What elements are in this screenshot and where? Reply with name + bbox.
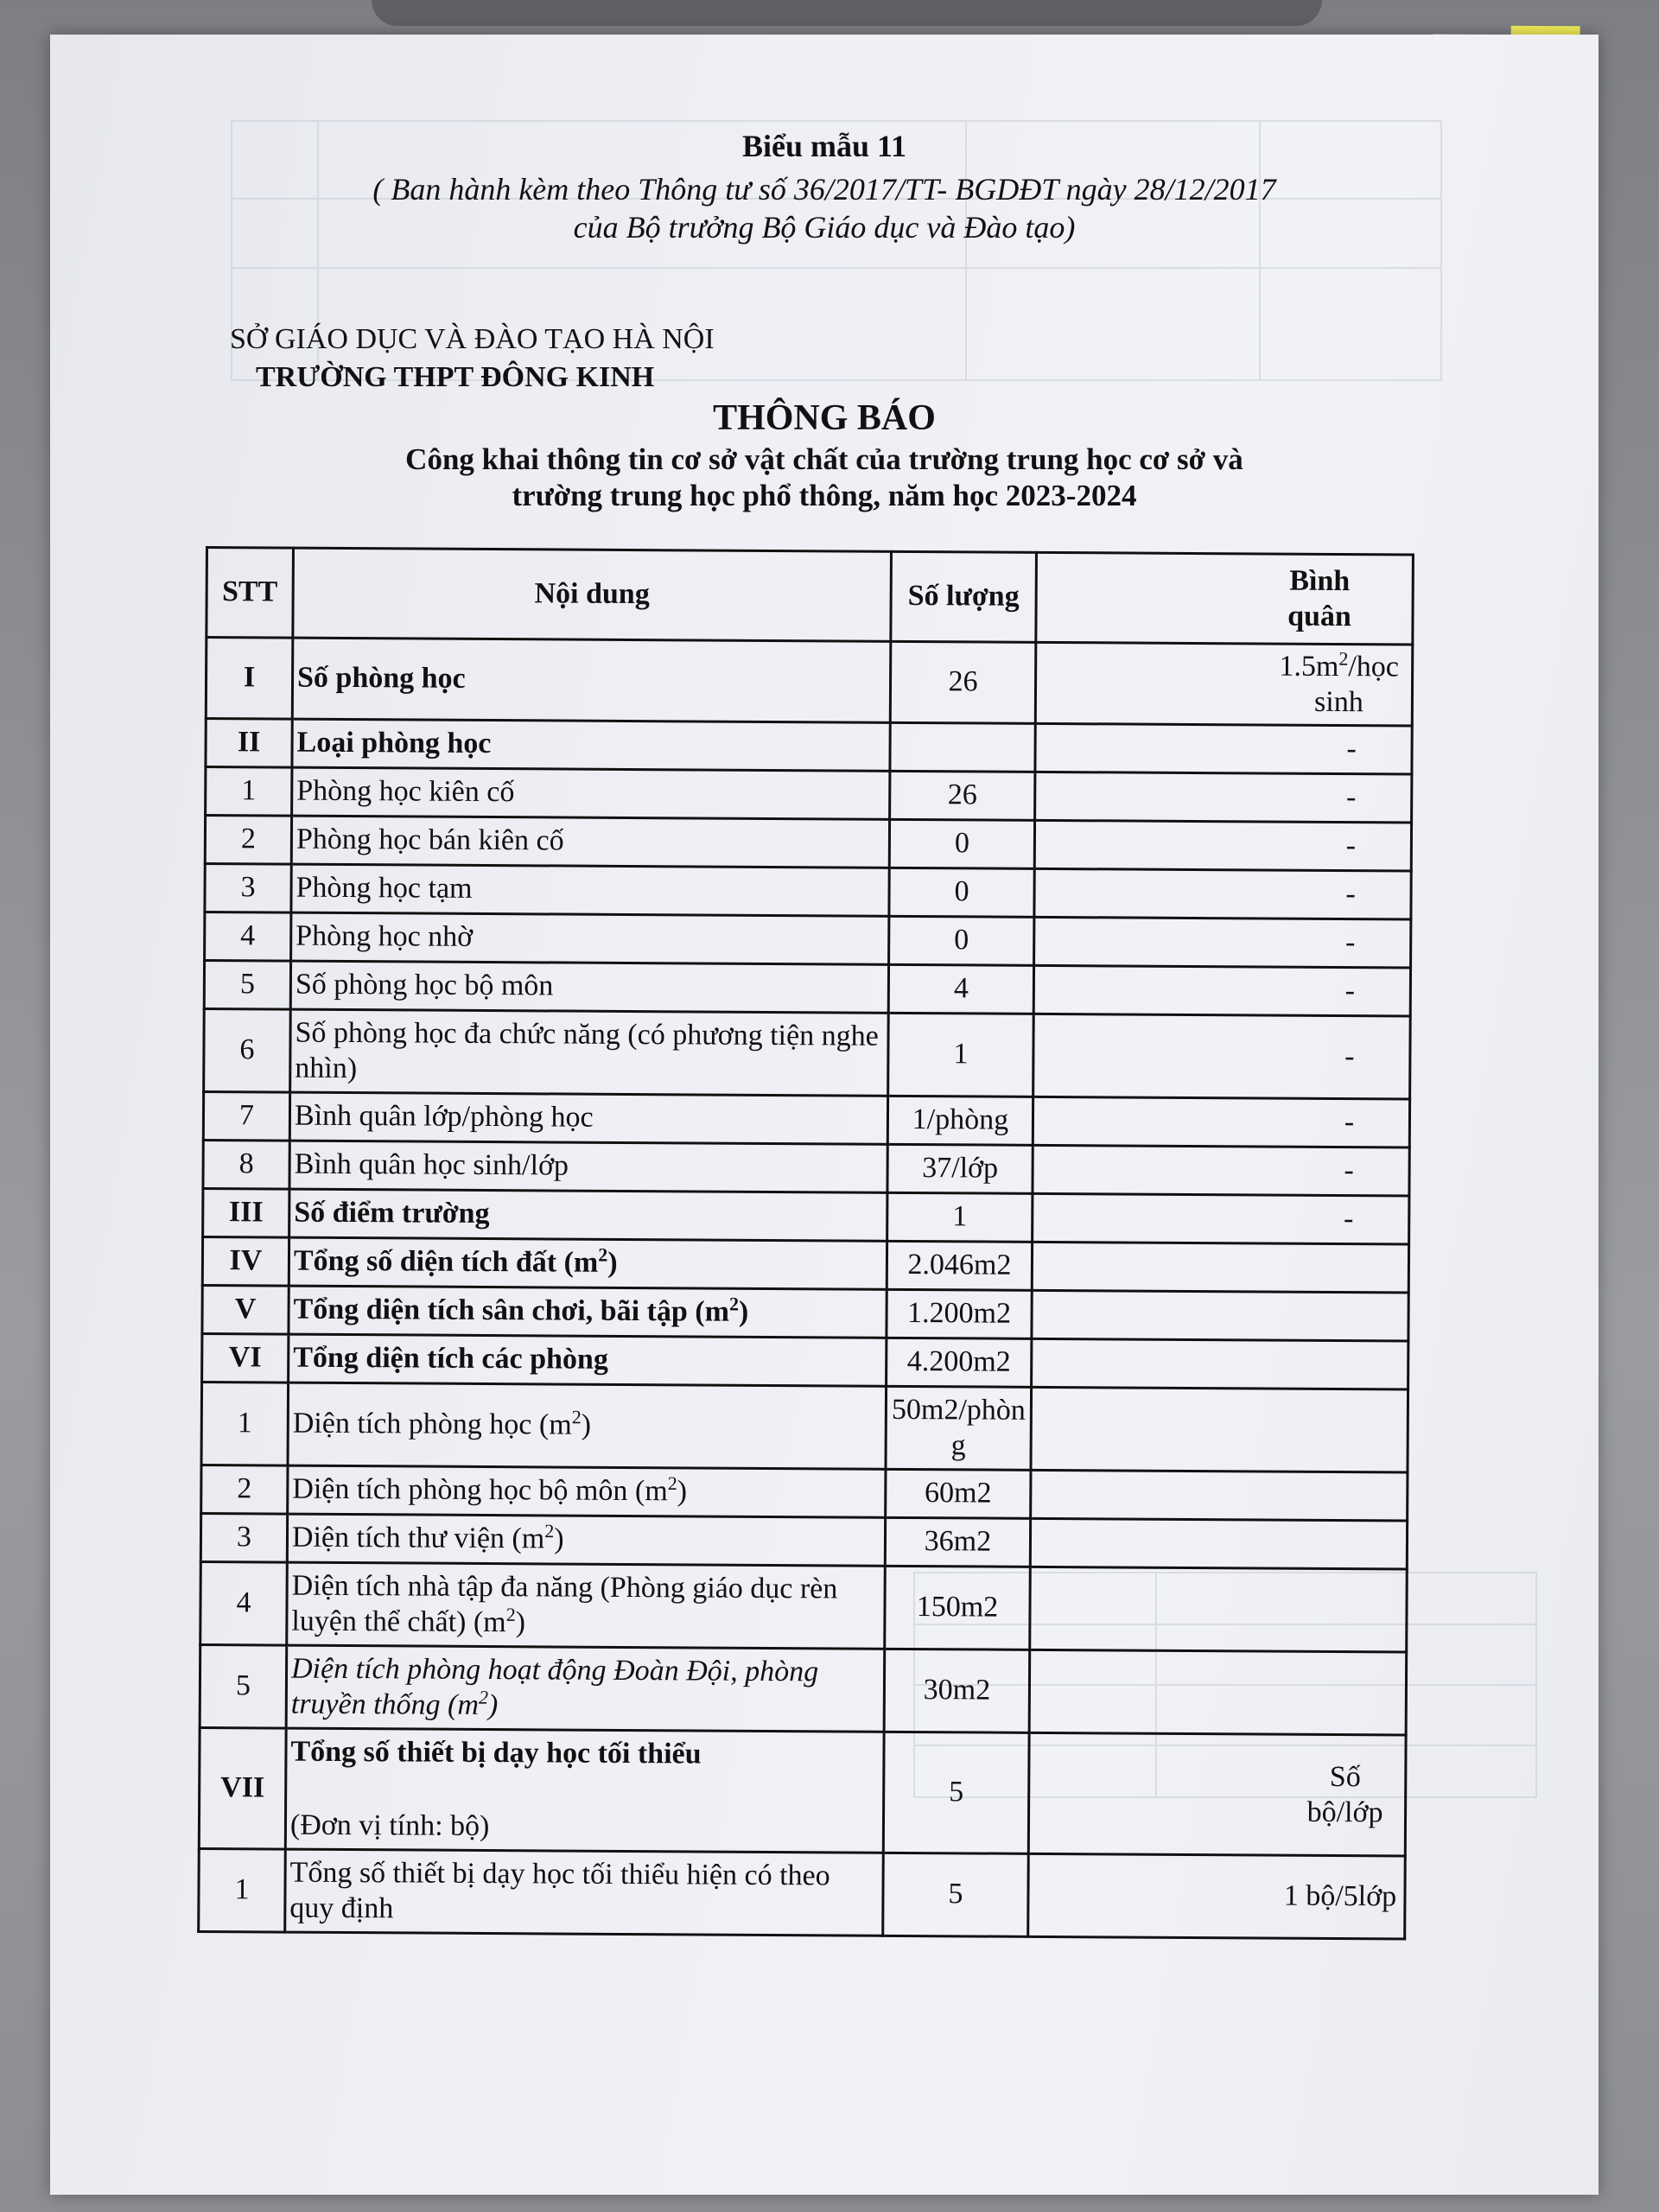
notice-title: THÔNG BÁO [713,398,936,438]
cell-stt: IV [202,1236,289,1286]
content-text-suffix: ) [581,1408,592,1441]
cell-average: 1 bộ/5lớp [1028,1853,1406,1939]
notice-subtitle-line1: Công khai thông tin cơ sở vật chất của trường trung học cơ sở và [405,442,1243,476]
cell-content: Tổng số thiết bị dạy học tối thiểu hiện có theo quy định [285,1849,884,1936]
department-name: SỞ GIÁO DỤC VÀ ĐÀO TẠO HÀ NỘI [230,323,715,355]
table-row [206,638,1413,727]
superscript: 2 [571,1406,582,1428]
table-row [204,961,1410,1017]
cell-stt: 2 [205,816,291,865]
cell-quantity: 4.200m2 [887,1338,1032,1387]
superscript: 2 [728,1293,740,1315]
superscript: 2 [1338,647,1349,670]
content-text: Diện tích thư viện (m [291,1521,545,1555]
content-text-suffix: ) [554,1522,564,1555]
cell-average: Số bộ/lớp [1028,1732,1406,1856]
average-text: 1.5m [1279,650,1339,683]
cell-content: Số phòng học [292,638,891,722]
cell-quantity: 1/phòng [887,1096,1033,1145]
cell-content [285,1728,884,1853]
content-text: Tổng số diện tích đất (m [293,1244,599,1279]
cell-quantity: 30m2 [884,1649,1030,1732]
cell-stt: 1 [201,1382,289,1465]
cell-stt: VI [202,1333,289,1382]
cell-stt: 4 [200,1561,288,1645]
cell-content [286,1645,885,1732]
cell-content: Phòng học bán kiên cố [291,816,889,868]
cell-stt: I [206,638,293,720]
cell-content: Phòng học kiên cố [292,767,890,819]
cell-content: Số phòng học bộ môn [290,961,888,1013]
cell-quantity: 1 [887,1192,1033,1242]
form-subtitle-line2: của Bộ trưởng Bộ Giáo dục và Đào tạo) [573,210,1076,245]
cell-stt: V [202,1285,289,1334]
cell-stt: 6 [204,1008,291,1092]
table-row [200,1513,1407,1569]
cell-quantity: 150m2 [885,1566,1031,1649]
table-row [203,1188,1409,1244]
content-text: Diện tích nhà tập đa năng (Phòng giáo dục rèn luyện thể chất) (m [291,1569,838,1638]
content-text-suffix: ) [487,1688,499,1721]
cell-quantity: 4 [888,964,1033,1014]
cell-stt: 1 [206,767,292,817]
cell-quantity: 37/lớp [887,1144,1033,1193]
cell-quantity: 50m2/phòng [886,1386,1032,1470]
cell-content [289,1286,887,1338]
cell-quantity: 26 [890,771,1035,820]
table-row [203,1091,1409,1147]
superscript: 2 [505,1603,516,1625]
cell-average [1029,1649,1407,1735]
table-row [202,1333,1408,1389]
superscript: 2 [667,1472,677,1495]
cell-average: - [1033,1193,1409,1244]
cell-average: - [1033,1145,1409,1196]
cell-content: Số điểm trường [289,1189,887,1241]
table-row [201,1382,1408,1472]
cell-stt: III [203,1188,289,1237]
cell-average [1032,1338,1408,1389]
table-row [206,767,1412,823]
cell-quantity: 2.046m2 [887,1241,1032,1290]
cell-quantity [890,722,1035,772]
cell-stt: VII [199,1727,286,1849]
cell-quantity: 0 [889,916,1034,965]
cell-stt: 3 [205,864,291,913]
document-page [50,35,1599,2195]
cell-average [1032,1242,1408,1293]
cell-quantity: 1 [888,1013,1034,1096]
content-text-suffix: ) [607,1246,618,1280]
cell-average [1032,1290,1408,1341]
cell-content [288,1382,887,1469]
cell-stt: 8 [203,1140,289,1189]
cell-average [1030,1567,1408,1652]
cell-content: Loại phòng học [292,719,890,771]
cell-average [1031,1387,1408,1472]
cell-average: - [1033,1014,1411,1099]
cell-content: Phòng học tạm [291,864,889,916]
cell-average: - [1033,965,1410,1016]
cell-average [1030,1518,1407,1569]
document-content [50,35,1599,2195]
school-name: TRƯỜNG THPT ĐÔNG KINH [256,361,655,393]
table-row [205,912,1411,969]
cell-quantity: 26 [890,641,1036,723]
table-row [203,1140,1409,1196]
table-row [204,1008,1411,1099]
average-text-suffix: /học sinh [1313,650,1400,718]
content-text-suffix: ) [515,1605,526,1638]
table-row [199,1848,1406,1939]
table-row [200,1561,1408,1652]
column-header-content: Nội dung [293,548,892,641]
table-row [200,1644,1407,1735]
cell-stt: 2 [201,1465,288,1514]
cell-content [289,1237,887,1289]
column-header-average: Bình quân [1036,552,1414,645]
cell-content [287,1562,886,1649]
superscript: 2 [544,1520,555,1542]
cell-average: - [1034,820,1411,871]
cell-quantity: 0 [889,868,1034,917]
column-header-stt: STT [207,548,294,639]
cell-stt: 5 [204,961,290,1010]
cell-average: - [1035,772,1412,823]
cell-content [287,1514,885,1566]
content-text: Diện tích phòng học (m [292,1407,572,1441]
superscript: 2 [478,1686,489,1708]
notice-subtitle-line2: trường trung học phổ thông, năm học 2023-2024 [512,479,1137,512]
superscript: 2 [598,1243,608,1266]
cell-content [288,1465,886,1517]
cell-stt: 4 [205,912,291,962]
cell-quantity: 5 [883,1732,1029,1853]
cell-stt: 3 [200,1513,287,1562]
cell-stt: 5 [200,1644,287,1728]
cell-content: Tổng diện tích các phòng [289,1334,887,1386]
content-line1: Tổng số thiết bị dạy học tối thiểu [290,1735,702,1770]
column-header-quantity: Số lượng [891,551,1037,642]
cell-content: Bình quân lớp/phòng học [289,1092,887,1144]
table-header-row [207,548,1414,645]
cell-content: Số phòng học đa chức năng (có phương tiện nghe nhìn) [290,1009,889,1096]
cell-average [1035,642,1413,726]
content-text-suffix: ) [738,1295,749,1328]
cell-average: - [1035,723,1412,774]
background-object [372,0,1322,26]
facilities-table [197,546,1414,1941]
content-text: Tổng diện tích sân chơi, bãi tập (m [293,1293,730,1328]
form-subtitle-line1: ( Ban hành kèm theo Thông tư số 36/2017/TT- BGDĐT ngày 28/12/2017 [372,172,1276,207]
table-row [205,864,1411,920]
table-row [202,1285,1408,1341]
cell-quantity: 1.200m2 [887,1289,1032,1338]
cell-stt: 1 [199,1848,286,1932]
cell-stt: II [206,719,292,768]
cell-quantity: 5 [883,1853,1029,1936]
cell-average: - [1033,1096,1409,1147]
content-text: Diện tích phòng hoạt động Đoàn Đội, phòng truyền thống (m [290,1652,819,1721]
table-row [202,1236,1408,1293]
cell-quantity: 0 [889,819,1034,868]
table-row [205,816,1411,872]
table-row [201,1465,1408,1521]
cell-quantity: 36m2 [885,1517,1030,1567]
content-text-suffix: ) [677,1475,688,1508]
cell-content: Phòng học nhờ [291,912,889,964]
cell-average: - [1034,868,1411,919]
form-title: Biểu mẫu 11 [741,129,907,163]
cell-stt: 7 [203,1091,289,1141]
cell-average: - [1034,917,1411,968]
cell-average [1031,1470,1408,1521]
content-text: Diện tích phòng học bộ môn (m [292,1472,668,1508]
cell-content: Bình quân học sinh/lớp [289,1141,887,1192]
table-row [199,1727,1406,1856]
cell-quantity: 60m2 [886,1469,1031,1518]
content-line2: (Đơn vị tính: bộ) [289,1808,490,1842]
table-row [206,719,1412,775]
